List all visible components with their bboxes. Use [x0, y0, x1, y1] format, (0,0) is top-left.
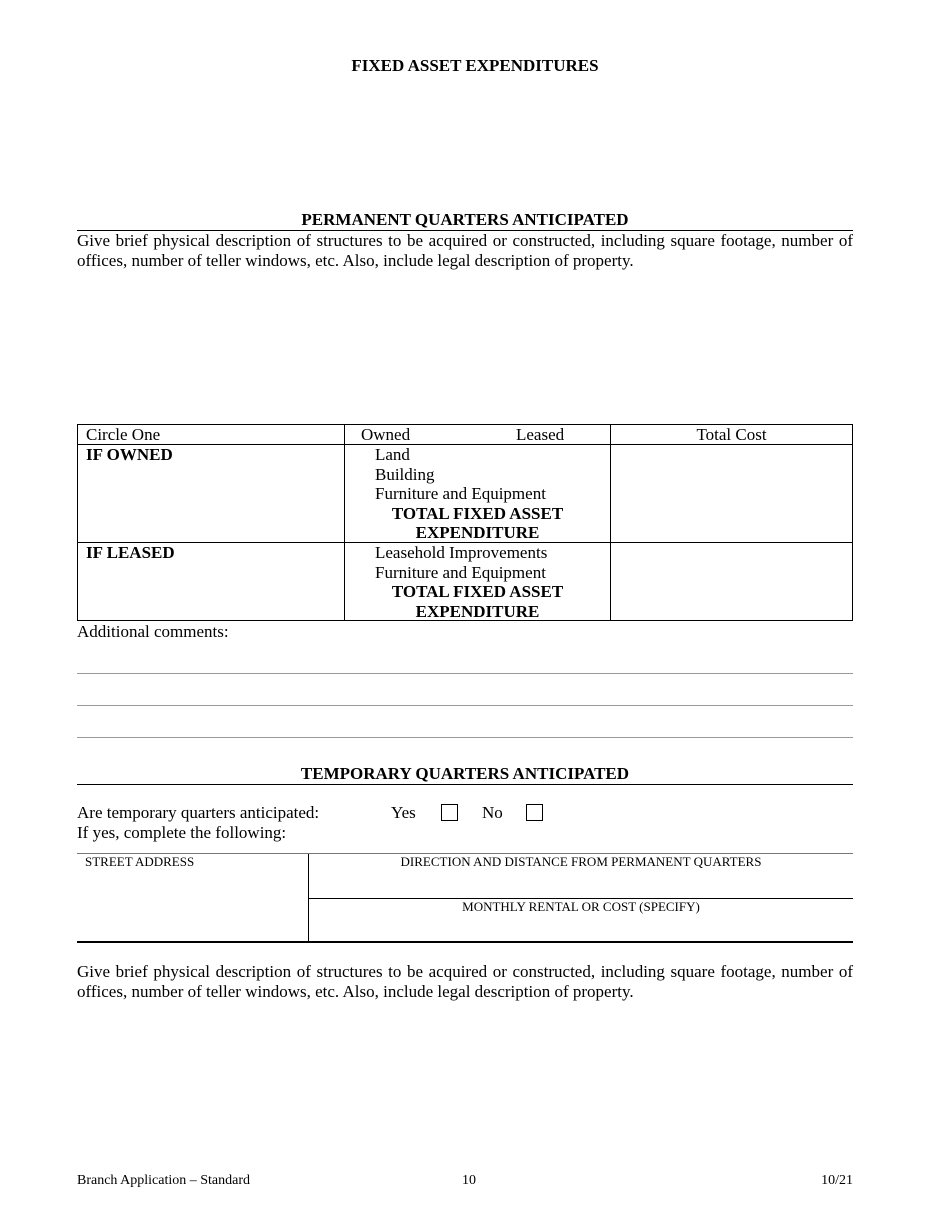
additional-comments-label: Additional comments:	[77, 622, 229, 641]
temporary-instructions: Give brief physical description of structures to be acquired or constructed, including square footage, number of offices, number of teller windows, etc. Also, include legal description of property.	[77, 962, 853, 1001]
no-checkbox[interactable]	[526, 804, 543, 821]
footer-page-number: 10	[462, 1173, 476, 1188]
comment-line-1[interactable]	[77, 673, 853, 674]
leased-option[interactable]: Leased	[516, 425, 565, 444]
if-leased-label: IF LEASED	[78, 543, 345, 621]
permanent-quarters-heading: PERMANENT QUARTERS ANTICIPATED	[77, 210, 853, 231]
leased-item-furniture: Furniture and Equipment	[375, 562, 546, 582]
owned-item-furniture: Furniture and Equipment	[375, 484, 546, 503]
owned-total-line1: TOTAL FIXED ASSET	[391, 503, 564, 523]
page-title: FIXED ASSET EXPENDITURES	[351, 56, 599, 75]
street-address-label: STREET ADDRESS	[85, 854, 195, 869]
leased-items	[345, 543, 611, 621]
temporary-address-table	[77, 853, 853, 943]
owned-item-land: Land	[375, 445, 410, 464]
temporary-description-area[interactable]	[77, 1006, 853, 1156]
street-address-field[interactable]	[77, 872, 307, 940]
permanent-description-area[interactable]	[77, 275, 853, 415]
owned-leased-header	[345, 425, 611, 445]
comment-line-2[interactable]	[77, 705, 853, 706]
leased-total-cost-cell[interactable]	[611, 543, 853, 621]
yes-label: Yes	[391, 803, 416, 822]
comment-line-3[interactable]	[77, 737, 853, 738]
cost-table	[77, 424, 853, 621]
owned-total-cost-cell[interactable]	[611, 445, 853, 543]
permanent-instructions: Give brief physical description of structures to be acquired or constructed, including square footage, number of offices, number of teller windows, etc. Also, include legal description of property.	[77, 231, 853, 270]
leased-total-line2: EXPENDITURE	[415, 601, 540, 621]
monthly-rental-field[interactable]	[309, 917, 853, 941]
total-cost-header: Total Cost	[611, 425, 853, 445]
temporary-followup: If yes, complete the following:	[77, 823, 287, 842]
owned-total-line2: EXPENDITURE	[415, 523, 540, 542]
footer-form-name: Branch Application – Standard	[77, 1173, 251, 1188]
footer-revision-date: 10/21	[821, 1173, 853, 1188]
no-label: No	[482, 803, 503, 822]
temporary-quarters-heading: TEMPORARY QUARTERS ANTICIPATED	[77, 764, 853, 785]
leased-total-line1: TOTAL FIXED ASSET	[391, 582, 564, 601]
monthly-rental-label: MONTHLY RENTAL OR COST (SPECIFY)	[462, 899, 700, 914]
owned-items	[345, 445, 611, 543]
direction-distance-label: DIRECTION AND DISTANCE FROM PERMANENT QUARTERS	[400, 854, 762, 869]
owned-option[interactable]: Owned	[361, 425, 411, 444]
if-owned-label: IF OWNED	[78, 445, 345, 543]
direction-distance-field[interactable]	[309, 872, 853, 897]
circle-one-label: Circle One	[78, 425, 345, 445]
temporary-question: Are temporary quarters anticipated:	[77, 803, 320, 822]
owned-item-building: Building	[375, 464, 435, 484]
leased-item-improvements: Leasehold Improvements	[375, 543, 548, 562]
yes-checkbox[interactable]	[441, 804, 458, 821]
